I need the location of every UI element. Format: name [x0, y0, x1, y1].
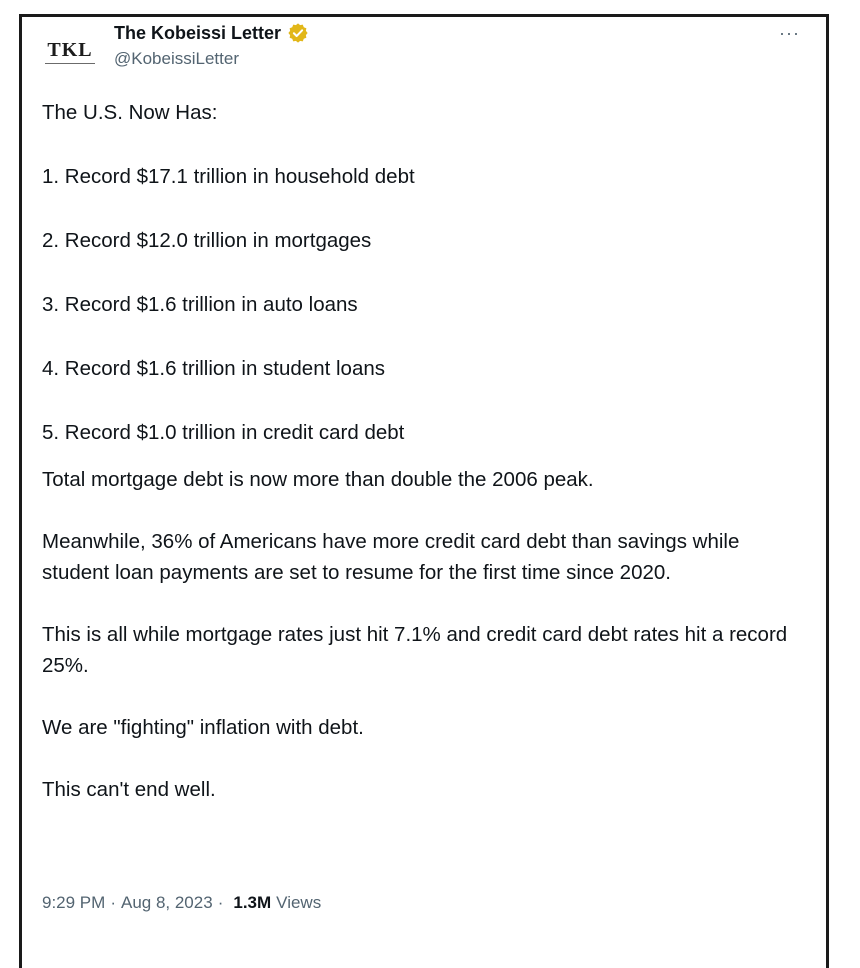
tweet-paragraph: Meanwhile, 36% of Americans have more credit card debt than savings while student loan payments are set to resume for the first time since 2020.	[42, 530, 740, 584]
tweet-paragraph: We are "fighting" inflation with debt.	[42, 716, 364, 739]
tweet-meta	[42, 893, 321, 913]
avatar-logo-text: TKL	[45, 39, 94, 64]
author-name-row	[114, 22, 309, 44]
meta-separator: ·	[217, 893, 224, 912]
views-label: Views	[276, 893, 322, 912]
verified-badge-icon	[287, 22, 309, 44]
tweet-header	[22, 17, 826, 87]
list-item: 1. Record $17.1 trillion in household debt	[42, 165, 415, 188]
more-horizontal-icon[interactable]: ···	[779, 23, 800, 43]
tweet-paragraph: This is all while mortgage rates just hit 7.1% and credit card debt rates hit a record 25%.	[42, 623, 788, 677]
tweet-paragraph: This can't end well.	[42, 778, 216, 801]
tweet-time[interactable]: 9:29 PM	[42, 893, 106, 912]
avatar[interactable]	[40, 29, 100, 73]
list-item: 2. Record $12.0 trillion in mortgages	[42, 229, 372, 252]
author-display-name[interactable]: The Kobeissi Letter	[114, 22, 282, 43]
tweet-date[interactable]: Aug 8, 2023	[120, 893, 213, 912]
meta-separator: ·	[110, 893, 116, 912]
tweet-text	[42, 97, 812, 805]
list-item: 4. Record $1.6 trillion in student loans	[42, 357, 386, 380]
list-item: 5. Record $1.0 trillion in credit card debt	[42, 421, 405, 444]
author-handle[interactable]: @KobeissiLetter	[114, 49, 239, 68]
tweet-intro: The U.S. Now Has:	[42, 101, 218, 124]
list-item: 3. Record $1.6 trillion in auto loans	[42, 293, 358, 316]
tweet-paragraph: Total mortgage debt is now more than double the 2006 peak.	[42, 468, 594, 491]
tweet-card	[19, 14, 829, 968]
views-count[interactable]: 1.3M	[233, 893, 272, 912]
